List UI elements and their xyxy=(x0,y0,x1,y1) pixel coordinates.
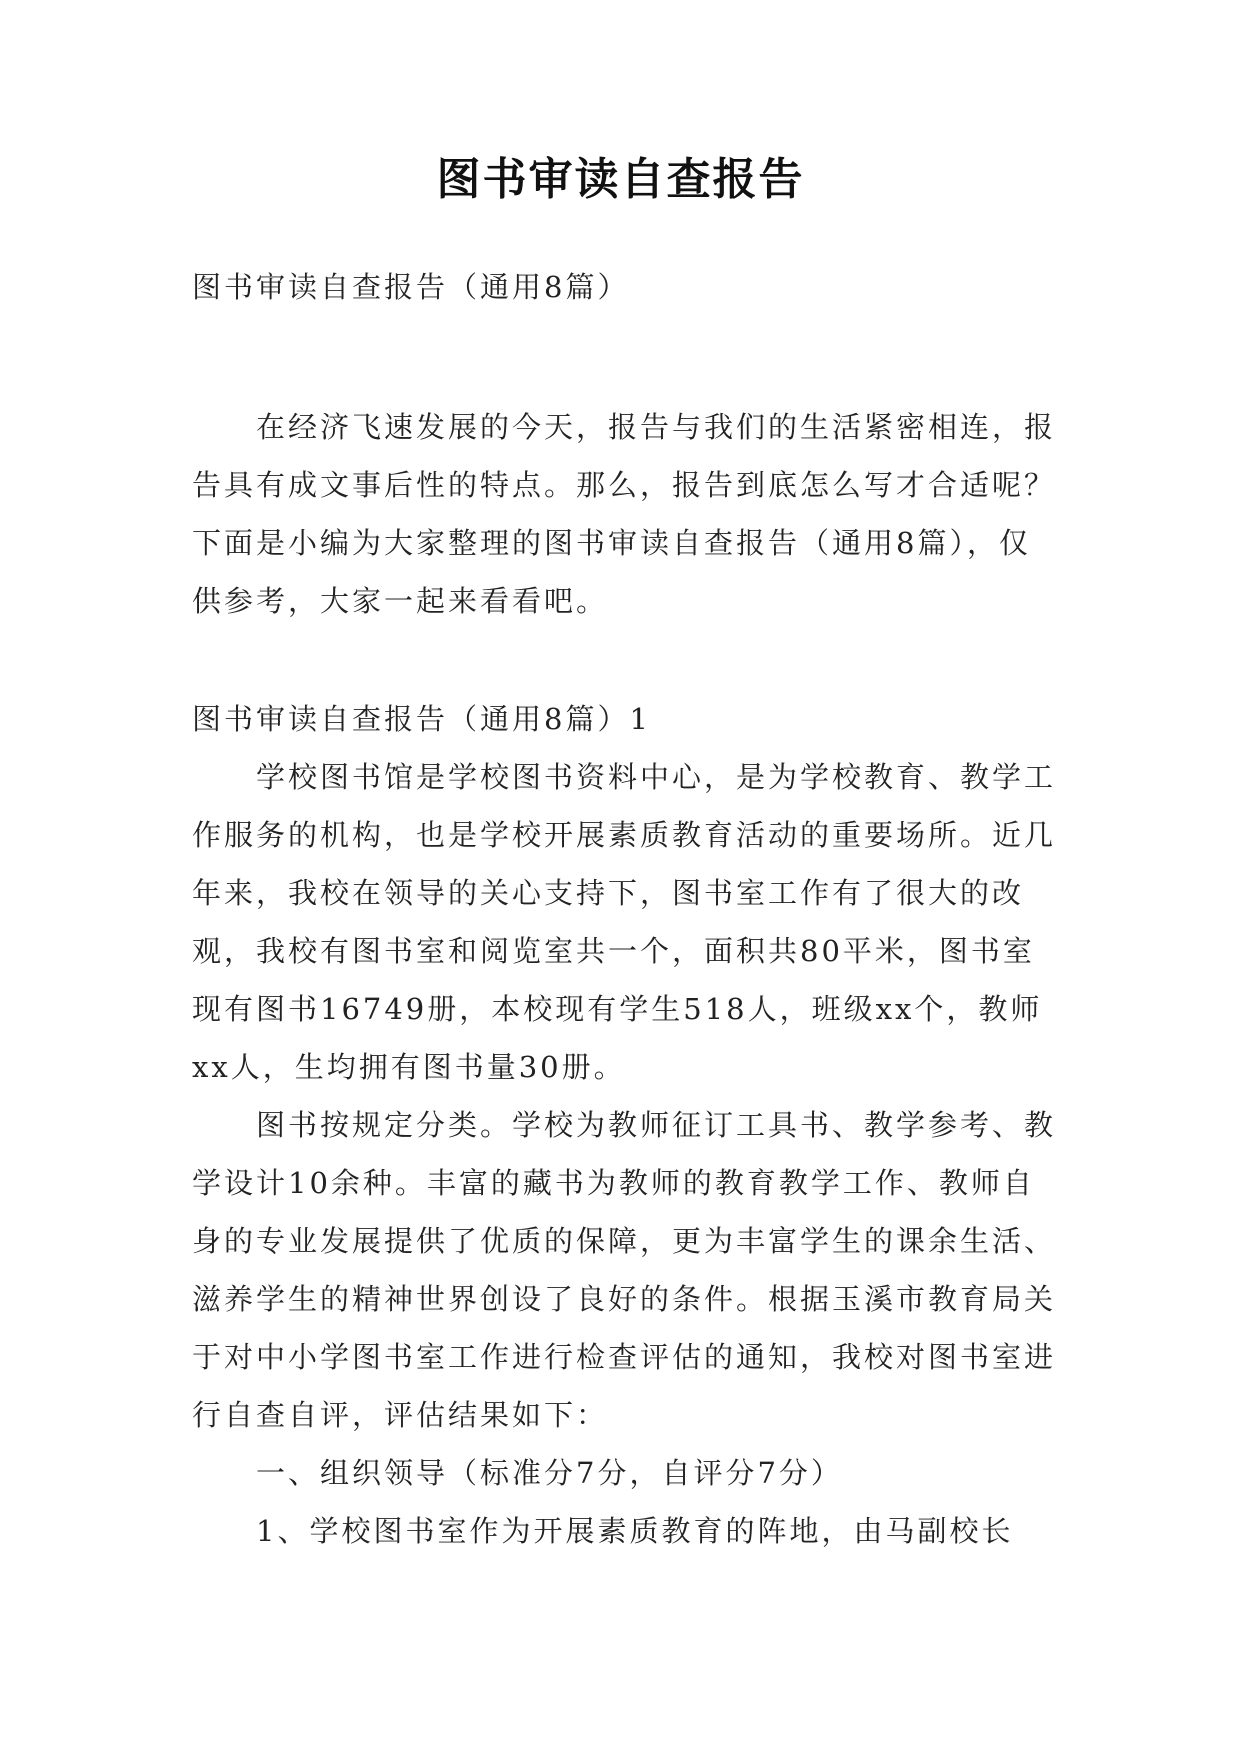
document-subtitle: 图书审读自查报告（通用8篇） xyxy=(192,270,630,304)
section-heading: 图书审读自查报告（通用8篇）1 xyxy=(192,702,651,736)
body-paragraph-3: 一、组织领导（标准分7分，自评分7分） xyxy=(256,1456,843,1490)
body-paragraph-4: 1、学校图书室作为开展素质教育的阵地，由马副校长 xyxy=(256,1514,1014,1548)
document-title: 图书审读自查报告 xyxy=(436,154,805,205)
body-paragraph-2: 图书按规定分类。学校为教师征订工具书、教学参考、教学设计10余种。丰富的藏书为教师的教育教学工作、教师自身的专业发展提供了优质的保障，更为丰富学生的课余生活、滋养学生的精神世界创设了良好的条件。根据玉溪市教育局关于对中小学图书室工作进行检查评估的通知，我校对图书室进行自查自评，评估结果如下： xyxy=(192,1108,1057,1432)
intro-paragraph: 在经济飞速发展的今天，报告与我们的生活紧密相连，报告具有成文事后性的特点。那么，报告到底怎么写才合适呢？下面是小编为大家整理的图书审读自查报告（通用8篇），仅供参考，大家一起来看看吧。 xyxy=(192,410,1057,618)
body-paragraph-1: 学校图书馆是学校图书资料中心，是为学校教育、教学工作服务的机构，也是学校开展素质教育活动的重要场所。近几年来，我校在领导的关心支持下，图书室工作有了很大的改观，我校有图书室和阅览室共一个，面积共80平米，图书室现有图书16749册，本校现有学生518人，班级xx个，教师xx人，生均拥有图书量30册。 xyxy=(192,760,1057,1084)
